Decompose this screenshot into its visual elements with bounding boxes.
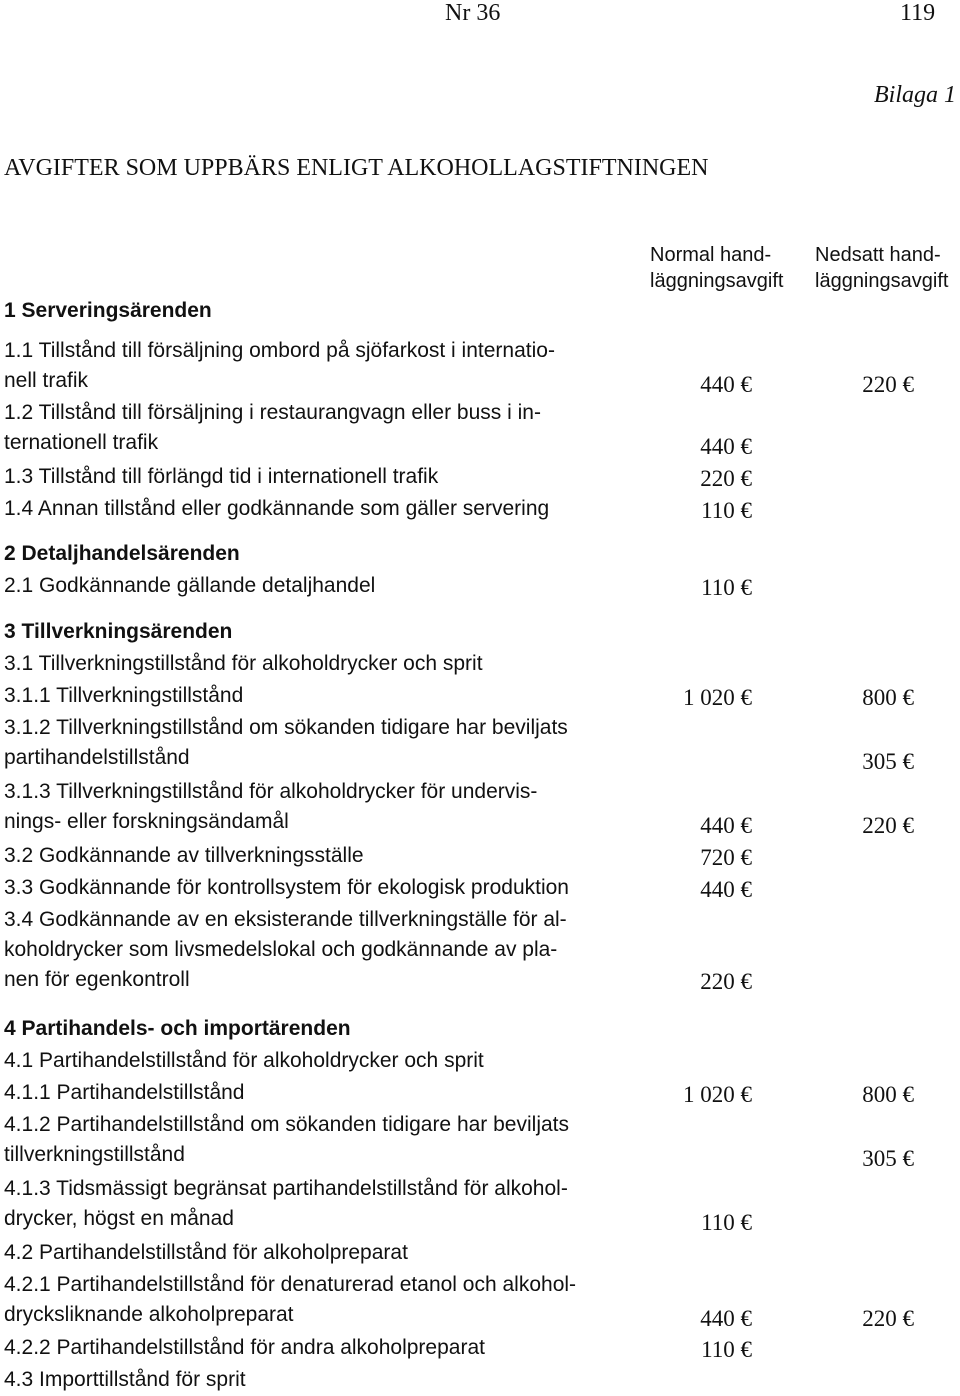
- reduced-fee: 800 €: [862, 1082, 914, 1107]
- row-description: 3.1.1 Tillverkningstillstånd: [4, 684, 244, 707]
- row-description: 3.2 Godkännande av tillverkningsställe: [4, 844, 364, 867]
- reduced-fee: 305 €: [862, 1146, 914, 1171]
- reduced-fee: 220 €: [862, 1306, 914, 1331]
- reduced-fee: 220 €: [862, 813, 914, 838]
- row-description: 4.2.2 Partihandelstillstånd för andra alkoholpreparat: [4, 1336, 485, 1359]
- row-description: 1.4 Annan tillstånd eller godkännande som gäller servering: [4, 497, 550, 520]
- normal-fee: 110 €: [701, 575, 752, 600]
- normal-fee: 110 €: [701, 498, 752, 523]
- issue-number: Nr 36: [445, 0, 501, 26]
- row-description: 4.2 Partihandelstillstånd för alkoholpreparat: [4, 1241, 408, 1264]
- normal-fee: 1 020 €: [683, 1082, 752, 1107]
- column-header-normal-fee: Normal hand- läggningsavgift: [650, 244, 784, 292]
- page-number: 119: [900, 0, 936, 26]
- row-description: 1 Serveringsärenden: [4, 299, 212, 322]
- normal-fee: 1 020 €: [683, 685, 752, 710]
- reduced-fee: 800 €: [862, 685, 914, 710]
- normal-fee: 110 €: [701, 1337, 752, 1362]
- row-description: 4.1.3 Tidsmässigt begränsat partihandelstillstånd för alkohol- drycker, högst en månad: [4, 1177, 568, 1230]
- normal-fee: 220 €: [700, 466, 752, 491]
- reduced-fee: 305 €: [862, 749, 914, 774]
- row-description: 4.2.1 Partihandelstillstånd för denaturerad etanol och alkohol- drycksliknande alkoholpreparat: [4, 1273, 577, 1326]
- row-description: 1.3 Tillstånd till förlängd tid i internationell trafik: [4, 465, 439, 488]
- row-description: 4 Partihandels- och importärenden: [4, 1017, 351, 1040]
- normal-fee: 440 €: [700, 1306, 752, 1331]
- reduced-fee: 220 €: [862, 372, 914, 397]
- appendix-label: Bilaga 1: [874, 82, 956, 108]
- column-header-reduced-fee: Nedsatt hand- läggningsavgift: [815, 244, 949, 292]
- row-description: 4.3 Importtillstånd för sprit: [4, 1368, 246, 1391]
- normal-fee: 440 €: [700, 877, 752, 902]
- normal-fee: 110 €: [701, 1210, 752, 1235]
- row-description: 3.4 Godkännande av en eksisterande tillverkningställe för al- koholdrycker som livsmedelslokal och godkännande av pla- nen för egenkontroll: [4, 908, 567, 991]
- row-description: 4.1.1 Partihandelstillstånd: [4, 1081, 245, 1104]
- row-description: 3.1.3 Tillverkningstillstånd för alkoholdrycker för undervis- nings- eller forskningsändamål: [4, 780, 538, 833]
- row-description: 2 Detaljhandelsärenden: [4, 542, 240, 565]
- normal-fee: 440 €: [700, 434, 752, 459]
- row-description: 1.2 Tillstånd till försäljning i restaurangvagn eller buss i in- ternationell trafik: [4, 401, 541, 454]
- row-description: 3.3 Godkännande för kontrollsystem för ekologisk produktion: [4, 876, 569, 899]
- row-description: 4.1.2 Partihandelstillstånd om sökanden tidigare har beviljats tillverkningstillstånd: [4, 1113, 570, 1166]
- row-description: 3.1 Tillverkningstillstånd för alkoholdrycker och sprit: [4, 652, 483, 675]
- row-description: 2.1 Godkännande gällande detaljhandel: [4, 574, 376, 597]
- normal-fee: 220 €: [700, 969, 752, 994]
- page-title: AVGIFTER SOM UPPBÄRS ENLIGT ALKOHOLLAGSTIFTNINGEN: [4, 155, 709, 181]
- row-description: 1.1 Tillstånd till försäljning ombord på sjöfarkost i internatio- nell trafik: [4, 339, 555, 392]
- row-description: 3 Tillverkningsärenden: [4, 620, 233, 643]
- row-description: 3.1.2 Tillverkningstillstånd om sökanden tidigare har beviljats partihandelstillstånd: [4, 716, 568, 769]
- normal-fee: 440 €: [700, 813, 752, 838]
- normal-fee: 720 €: [700, 845, 752, 870]
- normal-fee: 440 €: [700, 372, 752, 397]
- row-description: 4.1 Partihandelstillstånd för alkoholdrycker och sprit: [4, 1049, 484, 1072]
